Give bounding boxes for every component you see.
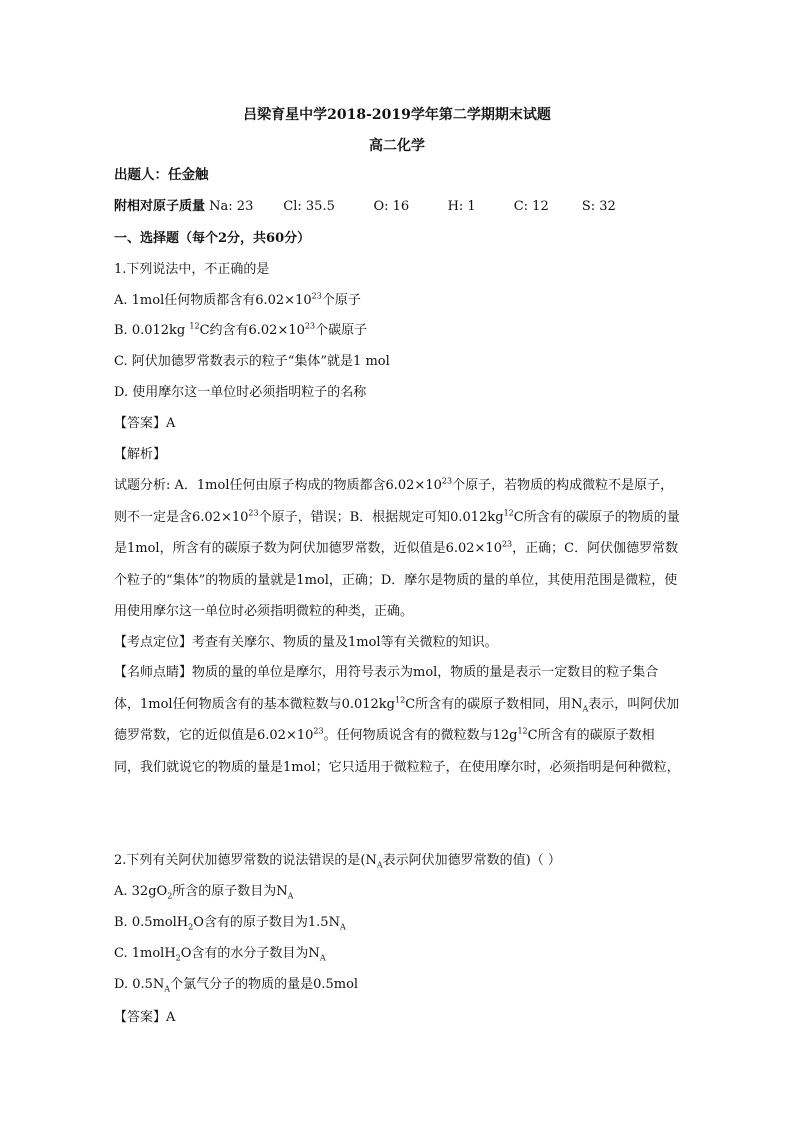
q1-option-c: C. 阿伏加德罗常数表示的粒子“集体”就是1 mol — [114, 354, 390, 369]
atomic-mass-line — [114, 199, 616, 215]
atomic-mass-label: 附相对原子质量 — [114, 199, 206, 214]
q2-stem: 2.下列有关阿伏加德罗常数的说法错误的是($N_A$表示阿伏加德罗常数的值)（ ） — [114, 853, 561, 870]
q2-option-b: B. 0.5molH$_2$O含有的原子数目为$1.5N_A$ — [114, 915, 346, 932]
mass-h: H: 1 — [447, 199, 476, 214]
mass-cl: Cl: 35.5 — [283, 199, 335, 214]
q1-mingshi: 【名师点睛】物质的量的单位是摩尔，用符号表示为mol，物质的量是表示一定数目的粒子集合体，1mol任何物质含有的基本微粒数与$0.012kg^{12}C$所含有的碳原子数相同，用$N_A$表示，叫阿伏加德罗常数，它的近似值是$6.02\times 10^{23}$。任何物质说含有的微粒数与$12g^{12}C$所含有的碳原子数相同，我们就说它的物质的量是1mol；它只适用于微粒粒子，在使用摩尔时，必须指明是何种微粒， — [114, 665, 680, 775]
q1-analysis-label: 【解析】 — [114, 447, 167, 462]
section-heading: 一、选择题（每个2分，共60分） — [114, 231, 311, 246]
q2-answer: 【答案】A — [114, 1010, 176, 1025]
q1-option-a: A. 1mol任何物质都含有$6.02\times 10^{23}$个原子 — [114, 291, 361, 308]
q2-option-d: D. $0.5N_A$个氯气分子的物质的量是0.5mol — [114, 977, 359, 994]
author-line: 出题人：任金触 — [114, 167, 209, 183]
exam-subtitle: 高二化学 — [369, 138, 425, 154]
mass-c: C: 12 — [513, 199, 549, 214]
exam-title: 吕梁育星中学2018-2019学年第二学期期末试题 — [243, 107, 551, 123]
mass-s: S: 32 — [581, 199, 616, 214]
q1-kaodian: 【考点定位】考查有关摩尔、物质的量及1mol等有关微粒的知识。 — [114, 635, 498, 650]
mass-na: Na: 23 — [209, 199, 254, 214]
q2-option-a: A. $32gO_2$所含的原子数目为$N_A$ — [114, 884, 294, 901]
q1-option-d: D. 使用摩尔这一单位时必须指明粒子的名称 — [114, 385, 367, 400]
q1-analysis: 试题分析: A．1mol任何由原子构成的物质都含$6.02\times 10^{23}$个原子，若物质的构成微粒不是原子，则不一定是含$6.02\times 10^{23}$个原子，错误；B．根据规定可知$0.012kg^{12}C$所含有的碳原子的物质的量是1mol，所含有的碳原子数为阿伏加德罗常数，近似值是$6.02\times 10^{23}$，正确；C．阿伏伽德罗常数个粒子的“集体”的物质的量就是1mol，正确；D．摩尔是物质的量的单位，其使用范围是微粒，使用使用摩尔这一单位时必须指明微粒的种类，正确。 — [114, 476, 680, 619]
q1-stem: 1.下列说法中，不正确的是 — [114, 262, 270, 277]
q2-option-c: C. 1molH$_2$O含有的水分子数目为$N_A$ — [114, 946, 326, 963]
mass-o: O: 16 — [373, 199, 410, 214]
q1-option-b: B. 0.012kg $^{12}$C约含有$6.02\times 10^{23}$个碳原子 — [114, 321, 368, 338]
q1-answer: 【答案】A — [114, 416, 176, 431]
